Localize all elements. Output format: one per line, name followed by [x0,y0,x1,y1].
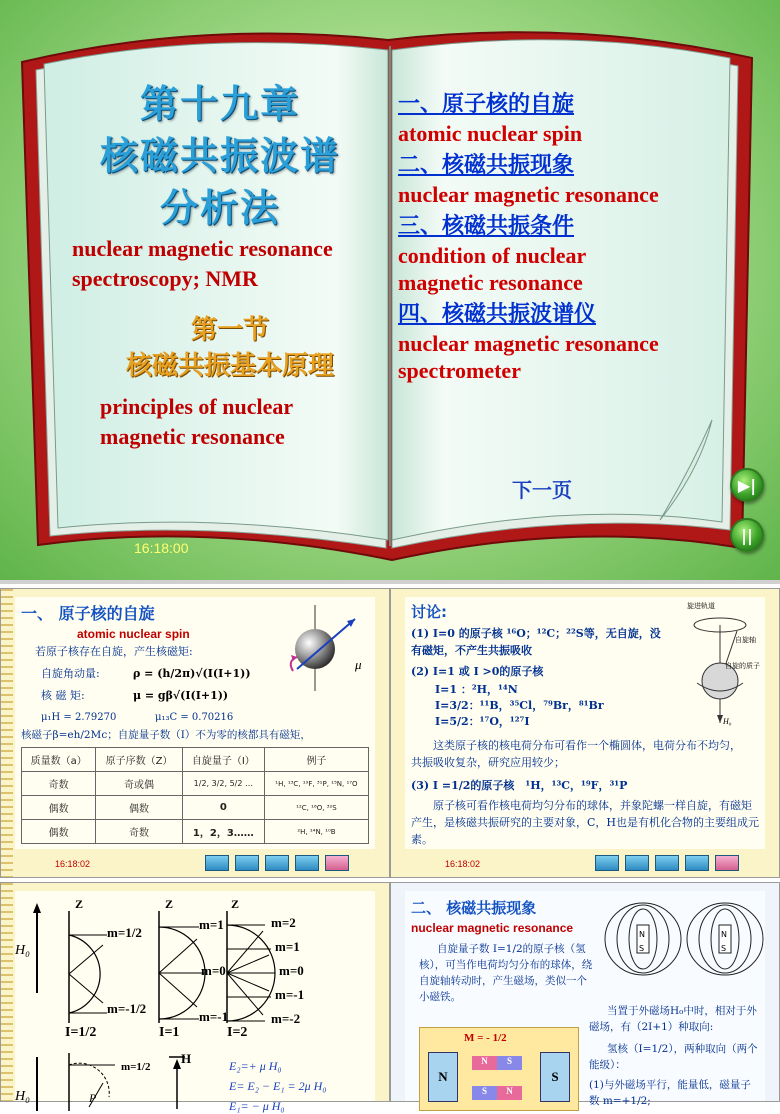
m-level-label: m=1 [275,939,300,954]
energy-formula: E₁= − μ H₀ [229,1099,285,1113]
ruler-decoration [1,589,13,877]
toc-link-nmr-phenomenon[interactable]: 二、核磁共振现象 [398,153,575,178]
divider [0,580,780,584]
slide-nuclear-spin [0,588,390,878]
nav-button[interactable] [595,855,619,871]
slide-subheading: nuclear magnetic resonance [411,921,574,935]
pause-button[interactable] [730,518,764,552]
spin-I-label: I=2 [227,1025,248,1040]
m-level-label: m=0 [201,963,226,978]
chapter-title-line: 核磁共振波谱 [99,134,340,178]
toc-link-nuclear-spin[interactable]: 一、原子核的自旋 [398,92,575,117]
play-next-icon: ▶| [737,475,757,495]
chapter-title-line: 第十九章 [139,82,300,126]
isotope-line: I=1 ：²H，¹⁴N [435,683,518,696]
toc-english: magnetic resonance [398,270,583,295]
discussion-paragraph: 这类原子核的核电荷分布可看作一个椭圆体，电荷分布不均匀，共振吸收复杂，研究应用较少； [411,739,741,769]
table-cell: 1/2, 3/2, 5/2 … [182,772,264,796]
phenomenon-paragraph: 当置于外磁场H₀中时，相对于外磁场，有（2I+1）种取向: [589,1005,757,1033]
table-cell: 1，2，3…… [182,820,264,844]
pole-S: S [721,944,727,953]
section-english [100,392,380,452]
ruler-decoration [1,883,13,1101]
axis-label: Z [165,897,174,911]
m-level-label: m=1/2 [121,1061,151,1073]
spin-quantum-table [21,747,369,844]
table-of-contents [398,90,718,388]
slide-heading: 一、 原子核的自旋 [21,604,155,623]
table-header-row [22,748,369,772]
table-row [22,796,369,820]
slide-subheading: atomic nuclear spin [77,627,190,641]
intro-text: 若原子核存在自旋，产生核磁矩: [35,645,193,658]
table-cell: 奇数 [22,772,96,796]
english-title-line: spectroscopy; NMR [72,266,258,291]
slide-nav-buttons [205,855,349,871]
toc-english: nuclear magnetic resonance [398,182,659,207]
field-label: H₀ [15,1089,30,1104]
axis-label: Z [231,897,240,911]
pole-N: N [639,930,645,939]
slide-content [15,597,375,849]
chapter-title-line: 分析法 [159,186,280,230]
table-header: 原子序数（Z） [96,748,183,772]
bar-pole: N [472,1056,497,1070]
axis-label: Z [75,897,84,911]
table-cell: ¹H, ¹³C, ¹⁹F, ³¹P, ¹⁵N, ¹⁷O [264,772,368,796]
m-level-label: m=-2 [271,1011,301,1026]
nav-button[interactable] [295,855,319,871]
momentum-label: P [89,1091,97,1105]
energy-formula: E₂=+ μ H₀ [229,1059,282,1073]
table-cell: 偶数 [22,820,96,844]
toc-english: condition of nuclear [398,243,587,268]
nav-button[interactable] [715,855,739,871]
isotope-line: I=5/2：¹⁷O，¹²⁷I [435,715,530,728]
discussion-paragraph: 原子核可看作核电荷均匀分布的球体，并象陀螺一样自旋，有磁矩产生，是核磁共振研究的主要对象，C，H也是有机化合物的主要组成元素。 [411,799,760,846]
table-cell: 偶数 [96,796,183,820]
spin-label: 自旋角动量: [41,667,100,680]
m-level-label: m=1/2 [107,925,142,940]
slide-content [405,891,765,1107]
energy-formula: E= E₂ − E₁ = 2μ H₀ [229,1079,327,1093]
slide-heading: 讨论: [411,603,447,621]
table-cell: 0 [182,796,264,820]
section-number: 第一节 [190,315,269,345]
bar-pole: N [497,1086,522,1100]
m-level-label: m=-1 [275,987,305,1002]
pause-icon: || [741,525,753,545]
field-H-label: H [181,1051,192,1066]
pole-S: S [639,944,645,953]
m-level-label: m=-1 [199,1009,229,1024]
slide-energy-levels [0,882,390,1113]
section-english-line: principles of nuclear [100,394,294,419]
phenomenon-paragraph: (1)与外磁场平行，能量低，磁量子数 m=+1/2; [589,1079,751,1107]
slide-time: 16:18:02 [445,859,481,869]
section-english-line: magnetic resonance [100,424,285,449]
slide-discussion [390,588,780,878]
phenomenon-paragraph: 氢核（I=1/2），两种取向（两个能级）： [589,1043,758,1071]
table-header: 自旋量子（I） [182,748,264,772]
toc-english: nuclear magnetic resonance [398,331,659,356]
pole-N: N [721,930,727,939]
table-cell: 奇数 [96,820,183,844]
moment-formula: μ = gβ√(I(I+1)) [133,689,229,702]
moment-label: 核 磁 矩: [41,689,85,702]
next-page-link[interactable]: 下一页 [512,478,572,502]
table-cell: 偶数 [22,796,96,820]
slide-heading: 二、 核磁共振现象 [411,899,537,917]
mu-value: μ₁₃C = 0.70216 [155,712,234,723]
magnet-pole-left: N [428,1052,458,1102]
isotope-line: I=3/2：¹¹B，³⁵Cl，⁷⁹Br，⁸¹Br [435,699,604,712]
figure-label: 自旋轴 [735,636,756,644]
table-cell: 奇或偶 [96,772,183,796]
field-label: H₀ [15,943,30,958]
bar-pole: S [472,1086,497,1100]
bar-magnet [472,1056,522,1070]
magnet-label: M = - 1/2 [464,1032,507,1044]
discussion-point: (3) I =1/2的原子核 ¹H，¹³C，¹⁹F，³¹P [411,779,628,792]
figure-label: H₀ [723,717,732,726]
nav-button[interactable] [325,855,349,871]
discussion-point: (1) I=0 的原子核 ¹⁶O；¹²C；²²S等，无自旋，没有磁矩，不产生共振吸收 [411,627,661,657]
nav-button[interactable] [685,855,709,871]
bar-pole: S [497,1056,522,1070]
m-level-label: m=1 [199,917,224,932]
nav-button[interactable] [265,855,289,871]
nav-button[interactable] [235,855,259,871]
magnetic-field-lines-figure [601,899,769,979]
slide-nav-buttons [595,855,739,871]
table-header: 例子 [264,748,368,772]
slide-time: 16:18:00 [134,540,189,556]
slide-nmr-phenomenon [390,882,780,1107]
nav-button[interactable] [625,855,649,871]
magnet-diagram [419,1027,579,1111]
magneton-text: 核磁子β=eh/2Mc；自旋量子数（I）不为零的核都具有磁矩， [21,729,311,741]
figure-label: 旋进轨道 [687,602,715,610]
discussion-point: (2) I=1 或 I >0的原子核 [411,665,544,678]
slide-time: 16:18:02 [55,859,91,869]
english-title [72,234,392,294]
nav-button[interactable] [655,855,679,871]
slide-content [15,891,375,1113]
toc-link-spectrometer[interactable]: 四、核磁共振波谱仪 [398,302,597,327]
m-level-label: m=-1/2 [107,1001,147,1016]
table-row [22,772,369,796]
english-title-line: nuclear magnetic resonance [72,236,333,261]
spinning-nucleus-icon [285,599,381,699]
toc-english: spectrometer [398,358,521,383]
m-level-label: m=2 [271,915,296,930]
toc-link-nmr-condition[interactable]: 三、核磁共振条件 [398,214,575,239]
table-cell: ²H, ¹⁴N, ¹⁰B [264,820,368,844]
section-label [70,312,390,384]
m-level-label: m=0 [279,963,304,978]
chapter-title [70,78,370,234]
next-slide-button[interactable] [730,468,764,502]
spin-I-label: I=1/2 [65,1025,97,1040]
table-cell: ¹²C, ¹⁶O, ³²S [264,796,368,820]
table-row [22,820,369,844]
slide-content [405,597,765,849]
nav-button[interactable] [205,855,229,871]
spin-I-label: I=1 [159,1025,180,1040]
spin-formula: ρ = (h/2π)√(I(I+1)) [133,667,251,680]
table-header: 质量数（a） [22,748,96,772]
section-title: 核磁共振基本原理 [125,351,334,381]
toc-english: atomic nuclear spin [398,121,583,146]
mu-value: μ₁H = 2.79270 [41,712,117,723]
magnet-pole-right: S [540,1052,570,1102]
bar-magnet [472,1086,522,1100]
phenomenon-paragraph: 自旋量子数 I=1/2的原子核（氢核），可当作电荷均匀分布的球体，绕自旋轴转动时，产生磁场，类似一个小磁铁。 [419,943,593,1003]
figure-label: 自旋的质子 [725,662,760,670]
mu-vector-label: μ [355,657,362,672]
